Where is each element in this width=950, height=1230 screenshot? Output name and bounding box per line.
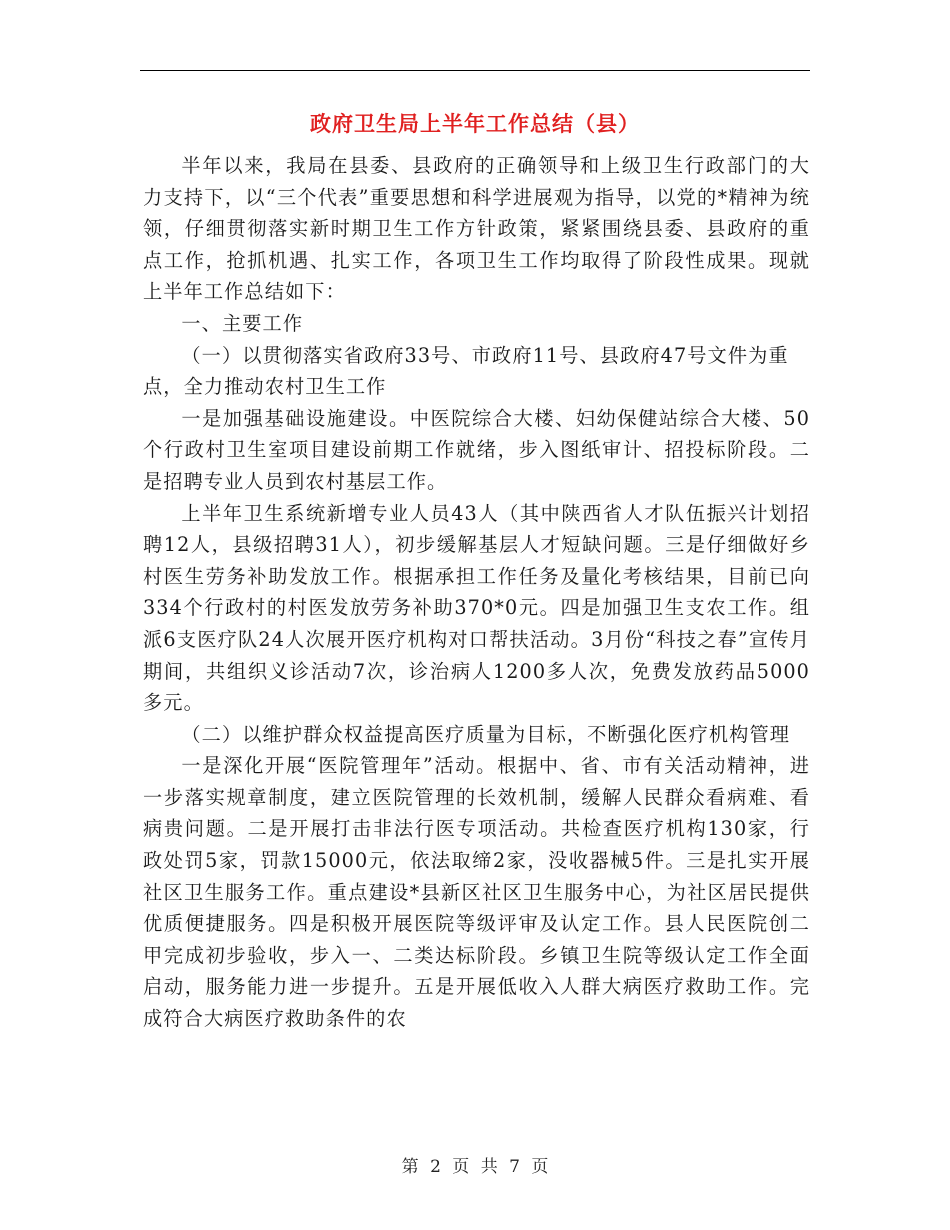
body-paragraph-hospital-management: 一是深化开展“医院管理年”活动。根据中、省、市有关活动精神，进一步落实规章制度，建立医院管理的长效机制，缓解人民群众看病难、看病贵问题。二是开展打击非法行医专项活动。共检查医疗机构130家，行政处罚5家，罚款15000元，依法取缔2家，没收器械5件。三是扎实开展社区卫生服务工作。重点建设*县新区社区卫生服务中心，为社区居民提供优质便捷服务。四是积极开展医院等级评审及认定工作。县人民医院创二甲完成初步验收，步入一、二类达标阶段。乡镇卫生院等级认定工作全面启动，服务能力进一步提升。五是开展低收入人群大病医疗救助工作。完成符合大病医疗救助条件的农 [143,754,810,1031]
subsection-heading-rural-health: （一）以贯彻落实省政府33号、市政府11号、县政府47号文件为重点，全力推动农村卫生工作 [143,343,789,399]
subsection-heading-medical-management: （二）以维护群众权益提高医疗质量为目标，不断强化医疗机构管理 [181,722,791,746]
section-heading-main-work: 一、主要工作 [181,311,304,335]
body-paragraph-infrastructure: 一是加强基础设施建设。中医院综合大楼、妇幼保健站综合大楼、50个行政村卫生室项目建设前期工作就绪，步入图纸审计、招投标阶段。二是招聘专业人员到农村基层工作。 [143,406,810,493]
intro-paragraph: 半年以来，我局在县委、县政府的正确领导和上级卫生行政部门的大力支持下，以“三个代表”重要思想和科学进展观为指导，以党的*精神为统领，仔细贯彻落实新时期卫生工作方针政策，紧紧围绕县委、县政府的重点工作，抢抓机遇、扎实工作，各项卫生工作均取得了阶段性成果。现就上半年工作总结如下： [143,154,810,304]
page-number-footer: 第 2 页 共 7 页 [401,1157,549,1177]
body-paragraph-staffing: 上半年卫生系统新增专业人员43人（其中陕西省人才队伍振兴计划招聘12人，县级招聘31人），初步缓解基层人才短缺问题。三是仔细做好乡村医生劳务补助发放工作。根据承担工作任务及量化考核结果，目前已向334个行政村的村医发放劳务补助370*0元。四是加强卫生支农工作。组派6支医疗队24人次展开医疗机构对口帮扶活动。3月份“科技之春”宣传月期间，共组织义诊活动7次，诊治病人1200多人次，免费发放药品5000多元。 [143,501,810,715]
header-rule [140,70,810,71]
document-body [143,150,810,1035]
document-title: 政府卫生局上半年工作总结（县） [310,112,640,136]
